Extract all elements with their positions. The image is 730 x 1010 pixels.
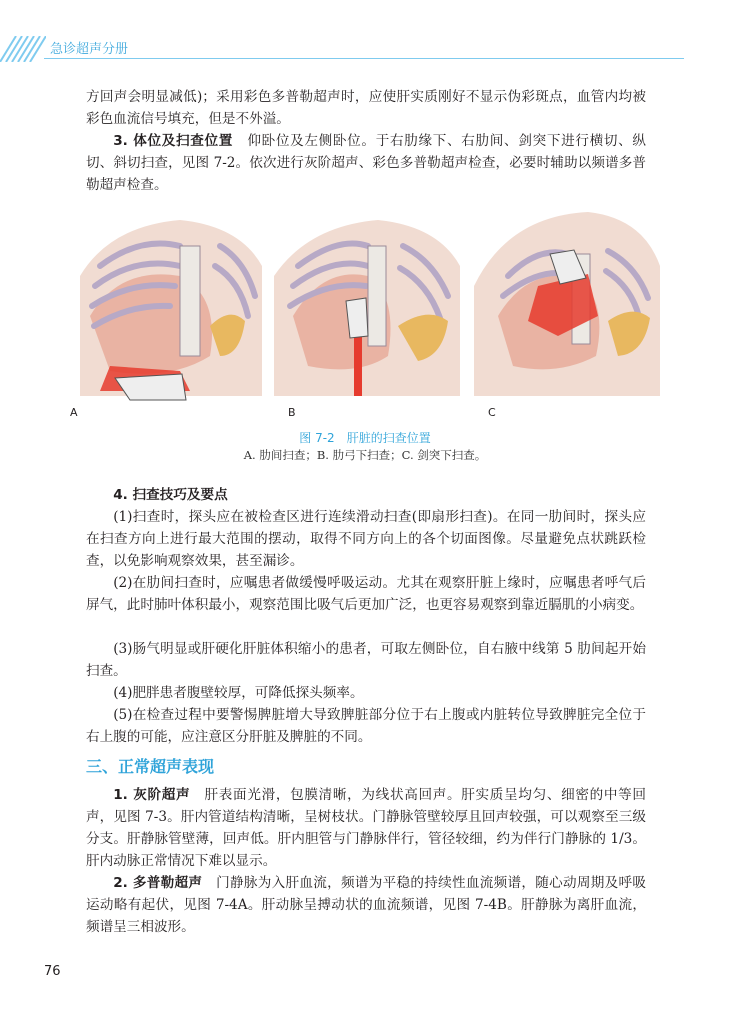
figure-label-c: C — [488, 406, 496, 419]
heading-scan-tips-text: 4. 扫查技巧及要点 — [113, 487, 228, 503]
figure-label-b: B — [288, 406, 296, 419]
page-number: 76 — [44, 964, 61, 979]
figure-panel-c-illustration — [468, 206, 664, 406]
header-stripes-decoration — [0, 36, 46, 62]
paragraph-doppler — [86, 872, 646, 938]
heading-scan-tips — [86, 484, 646, 506]
figure-caption-subtitle: A. 肋间扫查；B. 肋弓下扫查；C. 剑突下扫查。 — [243, 448, 487, 462]
grayscale-body: 肝表面光滑，包膜清晰，为线状高回声。肝实质呈均匀、细密的中等回声，见图 7-3。肝内管道结构清晰，呈树枝状。门静脉管壁较厚且回声较强，可以观察至三级分支。肝静脉管壁薄，回声低。肝内胆管与门静脉伴行，管径较细，约为伴行门静脉的 1/3。肝内动脉正常情况下难以显示。 — [86, 787, 647, 869]
list-item: (4)肥胖患者腹壁较厚，可降低探头频率。 — [113, 685, 364, 701]
figure-caption-title: 图 7-2 肝脏的扫查位置 — [299, 431, 431, 445]
page-header — [0, 0, 730, 70]
figure-panel-b-illustration — [268, 206, 464, 406]
doppler-body: 门静脉为入肝血流，频谱为平稳的持续性血流频谱，随心动周期及呼吸运动略有起伏，见图 7-4A。肝动脉呈搏动状的血流频谱，见图 7-4B。肝静脉为离肝血流，频谱呈三相波形。 — [86, 875, 647, 935]
paragraph-continued: 方回声会明显减低)；采用彩色多普勒超声时，应使肝实质刚好不显示伪彩斑点，血管内均被彩色血流信号填充，但是不外溢。 — [86, 89, 646, 127]
heading-doppler: 2. 多普勒超声 — [113, 875, 203, 891]
header-rule — [44, 58, 684, 59]
running-header-title: 急诊超声分册 — [50, 42, 129, 57]
section-heading-normal-findings: 三、正常超声表现 — [86, 757, 215, 776]
figure-7-2 — [70, 206, 670, 419]
paragraph-position — [86, 130, 646, 196]
heading-position: 3. 体位及扫查位置 — [113, 133, 234, 149]
list-item: (2)在肋间扫查时，应嘱患者做缓慢呼吸运动。尤其在观察肝脏上缘时，应嘱患者呼气后屏气，此时肺叶体积最小，观察范围比吸气后更加广泛，也更容易观察到靠近膈肌的小病变。 — [86, 575, 646, 613]
list-item: (1)扫查时，探头应在被检查区进行连续滑动扫查(即扇形扫查)。在同一肋间时，探头应在扫查方向上进行最大范围的摆动，取得不同方向上的各个切面图像。尽量避免点状跳跃检查，以免影响观察效果，甚至漏诊。 — [86, 509, 646, 569]
heading-grayscale: 1. 灰阶超声 — [113, 787, 191, 803]
paragraph-grayscale — [86, 784, 646, 872]
figure-panel-a-illustration — [70, 206, 266, 406]
list-item: (5)在检查过程中要警惕脾脏增大导致脾脏部分位于右上腹或内脏转位导致脾脏完全位于右上腹的可能，应注意区分肝脏及脾脏的不同。 — [86, 707, 646, 745]
list-item: (3)肠气明显或肝硬化肝脏体积缩小的患者，可取左侧卧位，自右腋中线第 5 肋间起开始扫查。 — [86, 641, 646, 679]
position-body: 仰卧位及左侧卧位。于右肋缘下、右肋间、剑突下进行横切、纵切、斜切扫查，见图 7-2。依次进行灰阶超声、彩色多普勒超声检查，必要时辅助以频谱多普勒超声检查。 — [86, 133, 647, 193]
figure-label-a: A — [70, 406, 78, 419]
